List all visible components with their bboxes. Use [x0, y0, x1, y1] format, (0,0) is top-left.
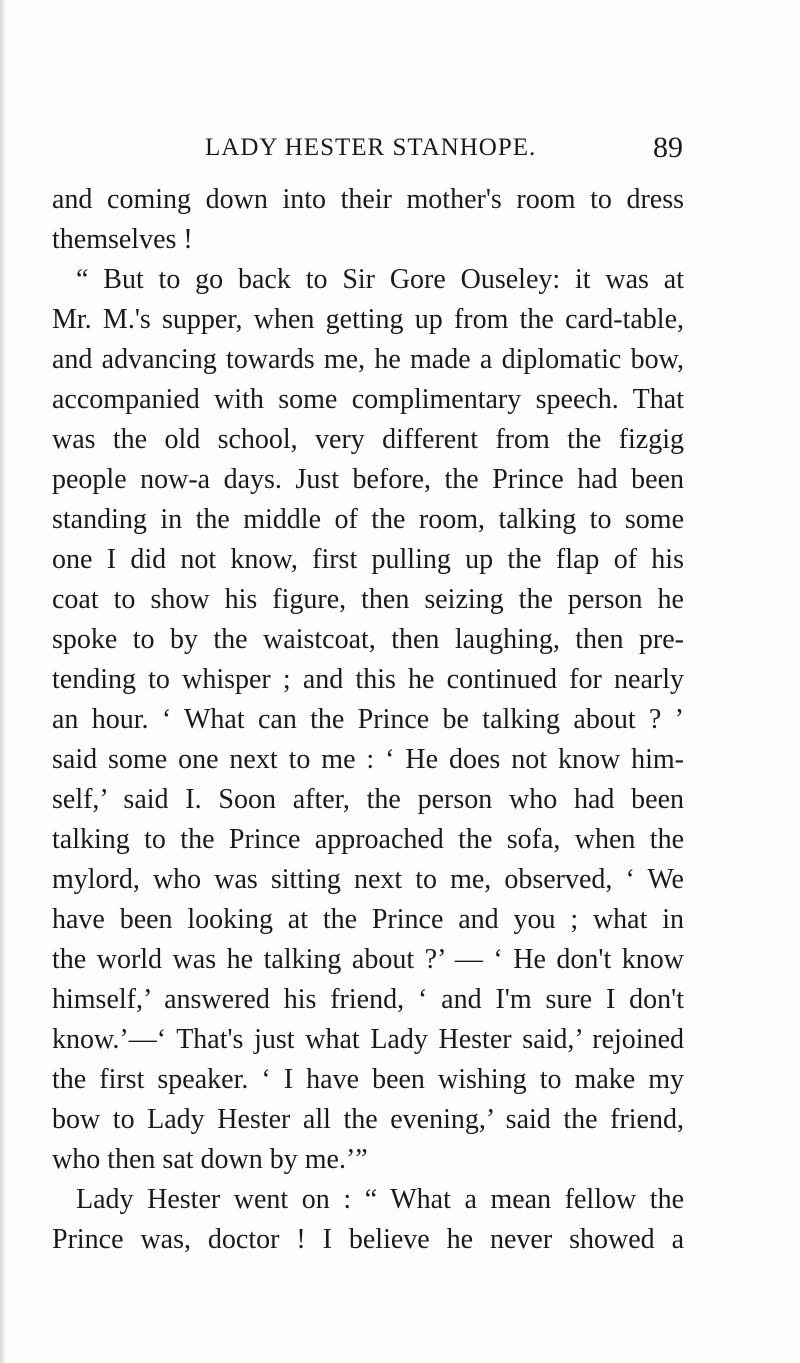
- text-line: Lady Hester went on : “ What a mean fellow the: [76, 1184, 684, 1215]
- text-line: mylord, who was sitting next to me, observed, ‘ We: [52, 864, 684, 895]
- text-line: an hour. ‘ What can the Prince be talking about ? ’: [52, 704, 684, 735]
- text-line: themselves !: [52, 224, 193, 255]
- text-line: “ But to go back to Sir Gore Ouseley: it was at: [76, 264, 684, 295]
- text-line: Prince was, doctor ! I believe he never showed a: [52, 1224, 684, 1255]
- text-line: people now-a days. Just before, the Prince had been: [52, 464, 684, 495]
- text-line: self,’ said I. Soon after, the person who had been: [52, 784, 684, 815]
- text-line: accompanied with some complimentary speech. That: [52, 384, 684, 415]
- text-line: who then sat down by me.’”: [52, 1144, 368, 1175]
- text-line: and advancing towards me, he made a diplomatic bow,: [52, 344, 684, 375]
- text-line: and coming down into their mother's room to dress: [52, 184, 684, 215]
- text-line: the world was he talking about ?’ — ‘ He don't know: [52, 944, 684, 975]
- text-line: know.’—‘ That's just what Lady Hester said,’ rejoined: [52, 1024, 684, 1055]
- text-line: talking to the Prince approached the sofa, when the: [52, 824, 684, 855]
- body-text: [52, 180, 684, 1260]
- text-line: himself,’ answered his friend, ‘ and I'm sure I don't: [52, 984, 684, 1015]
- text-line: tending to whisper ; and this he continued for nearly: [52, 664, 684, 695]
- text-line: have been looking at the Prince and you ; what in: [52, 904, 684, 935]
- text-line: one I did not know, first pulling up the flap of his: [52, 544, 684, 575]
- running-head: [205, 128, 683, 168]
- page-number: 89: [653, 131, 683, 164]
- text-line: Mr. M.'s supper, when getting up from the card-table,: [52, 304, 684, 335]
- text-line: spoke to by the waistcoat, then laughing, then pre-: [52, 624, 684, 655]
- text-line: bow to Lady Hester all the evening,’ said the friend,: [52, 1104, 684, 1135]
- text-line: said some one next to me : ‘ He does not know him-: [52, 744, 684, 775]
- text-line: the first speaker. ‘ I have been wishing to make my: [52, 1064, 684, 1095]
- text-line: was the old school, very different from the fizgig: [52, 424, 684, 455]
- text-line: standing in the middle of the room, talking to some: [52, 504, 684, 535]
- running-title: LADY HESTER STANHOPE.: [205, 134, 537, 161]
- text-line: coat to show his figure, then seizing the person he: [52, 584, 684, 615]
- page-edge-shadow: [0, 0, 6, 1363]
